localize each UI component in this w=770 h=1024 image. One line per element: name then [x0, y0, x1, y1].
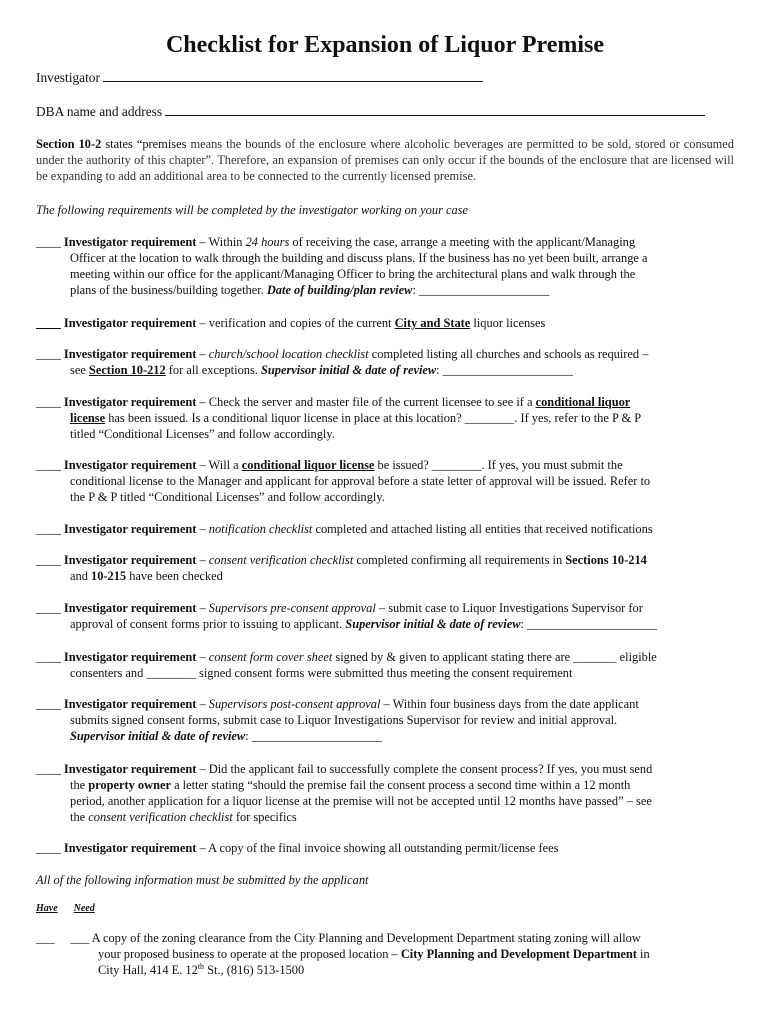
col-have: Have [36, 903, 58, 914]
dba-field[interactable] [36, 104, 705, 120]
check-blank[interactable]: ____ [36, 522, 61, 536]
item-label: Investigator requirement [63, 522, 197, 536]
check-blank[interactable]: ____ [36, 601, 61, 615]
item-label: Investigator requirement [63, 235, 197, 249]
section-ref: Section 10-2 [36, 137, 102, 151]
item-label: Investigator requirement [63, 395, 197, 409]
check-blank[interactable]: ____ [36, 762, 61, 776]
item-label: Investigator requirement [63, 458, 197, 472]
need-blank[interactable]: ___ [70, 931, 90, 945]
item-label: Investigator requirement [63, 553, 197, 567]
checklist-item: ____ Investigator requirement – Supervisors post-consent approval – Within four business days from the date applicant submits signed consent forms, submit case to Liquor Investigations Supervisor for review and initial approval. Supervisor initial & date of review: _____________________ [36, 697, 639, 743]
item-label: Investigator requirement [63, 650, 197, 664]
intro-states: states “premises [105, 137, 187, 151]
item-label: Investigator requirement [63, 316, 197, 330]
intro-rest: means the bounds of the enclosure where alcoholic beverages are permitted to be sold, stored or consumed under the authority of this chapter”. Therefore, an expansion of premises can only occur if the bounds of the enclosure that are licensed will be expanding to add an additional area to be connected to the currently licensed premise. [36, 137, 734, 183]
checklist-item: ____ Investigator requirement – A copy of the final invoice showing all outstanding permit/license fees [36, 841, 559, 855]
check-blank[interactable]: ____ [36, 458, 61, 472]
item-label: Investigator requirement [63, 841, 197, 855]
check-blank[interactable]: ____ [36, 841, 61, 855]
item-label: Investigator requirement [63, 347, 197, 361]
checklist-item: ____ Investigator requirement – Check the server and master file of the current licensee to see if a conditional liquor license has been issued. Is a conditional liquor license in place at this location? ________. If yes, refer to the P & P titled “Conditional Licenses” and follow accordingly. [36, 395, 642, 441]
check-blank[interactable]: ____ [36, 395, 61, 409]
checklist-item: ____ Investigator requirement – consent verification checklist completed confirming all requirements in Sections 10-214 and 10-215 have been checked [36, 553, 647, 583]
investigator-heading: The following requirements will be completed by the investigator working on your case [36, 203, 469, 217]
dba-label: DBA name and address [36, 104, 163, 119]
investigator-field[interactable] [36, 70, 483, 86]
checklist-item: ____ Investigator requirement – Supervisors pre-consent approval – submit case to Liquor Investigations Supervisor for approval of consent forms prior to issuing to applicant. Supervisor initial & date of review: _____________________ [36, 601, 658, 631]
col-need: Need [73, 903, 95, 914]
intro-paragraph [36, 136, 734, 184]
check-blank[interactable]: ____ [36, 553, 61, 567]
dba-line[interactable] [165, 104, 705, 116]
applicant-item: ___ ___ A copy of the zoning clearance from the City Planning and Development Department stating zoning will allow your proposed business to operate at the proposed location – City Planning and Development Department in City Hall, 414 E. 12th St., (816) 513-1500 [36, 931, 650, 977]
item-label: Investigator requirement [63, 762, 197, 776]
check-blank[interactable]: ____ [36, 347, 61, 361]
column-headers [36, 901, 111, 917]
checklist-item: ____ Investigator requirement – Within 24 hours of receiving the case, arrange a meeting with the applicant/Managing Officer at the location to walk through the building and discuss plans. If the business has no yet been built, arrange a meeting within our office for the applicant/Managing Officer to bring the architectural plans and walk through the plans of the business/building together. Date of building/plan review: _____________________ [36, 235, 648, 297]
checklist-item: ____ Investigator requirement – notification checklist completed and attached listing all entities that received notifications [36, 522, 653, 536]
check-blank[interactable]: ____ [36, 697, 61, 711]
applicant-heading: All of the following information must be submitted by the applicant [36, 873, 369, 887]
checklist-item: ____ Investigator requirement – consent form cover sheet signed by & given to applicant stating there are _______ eligible consenters and ________ signed consent forms were submitted thus meeting the consent requirement [36, 650, 657, 680]
checklist-item: ____ Investigator requirement – verification and copies of the current City and State liquor licenses [36, 316, 546, 330]
check-blank[interactable]: ____ [36, 650, 61, 664]
page-title: Checklist for Expansion of Liquor Premise [165, 32, 605, 58]
check-blank[interactable]: ____ [36, 235, 61, 249]
item-label: Investigator requirement [63, 697, 197, 711]
checklist-item: ____ Investigator requirement – Did the applicant fail to successfully complete the consent process? If yes, you must send the property owner a letter stating “should the premise fail the consent process a second time within a 12 month period, another application for a liquor license at the premise will not be accepted until 12 months have passed” – see the consent verification checklist for specifics [36, 762, 653, 824]
item-label: Investigator requirement [63, 601, 197, 615]
check-blank[interactable]: ____ [36, 316, 61, 330]
investigator-label: Investigator [36, 70, 100, 85]
checklist-item: ____ Investigator requirement – Will a conditional liquor license be issued? ________. If yes, you must submit the conditional license to the Manager and applicant for approval before a state letter of approval will be issued. Refer to the P & P titled “Conditional Licenses” and follow accordingly. [36, 458, 651, 504]
have-blank[interactable]: ___ [36, 931, 55, 945]
checklist-item: ____ Investigator requirement – church/school location checklist completed listing all churches and schools as required – see Section 10-212 for all exceptions. Supervisor initial & date of review: _____________________ [36, 347, 649, 377]
investigator-line[interactable] [103, 70, 483, 82]
